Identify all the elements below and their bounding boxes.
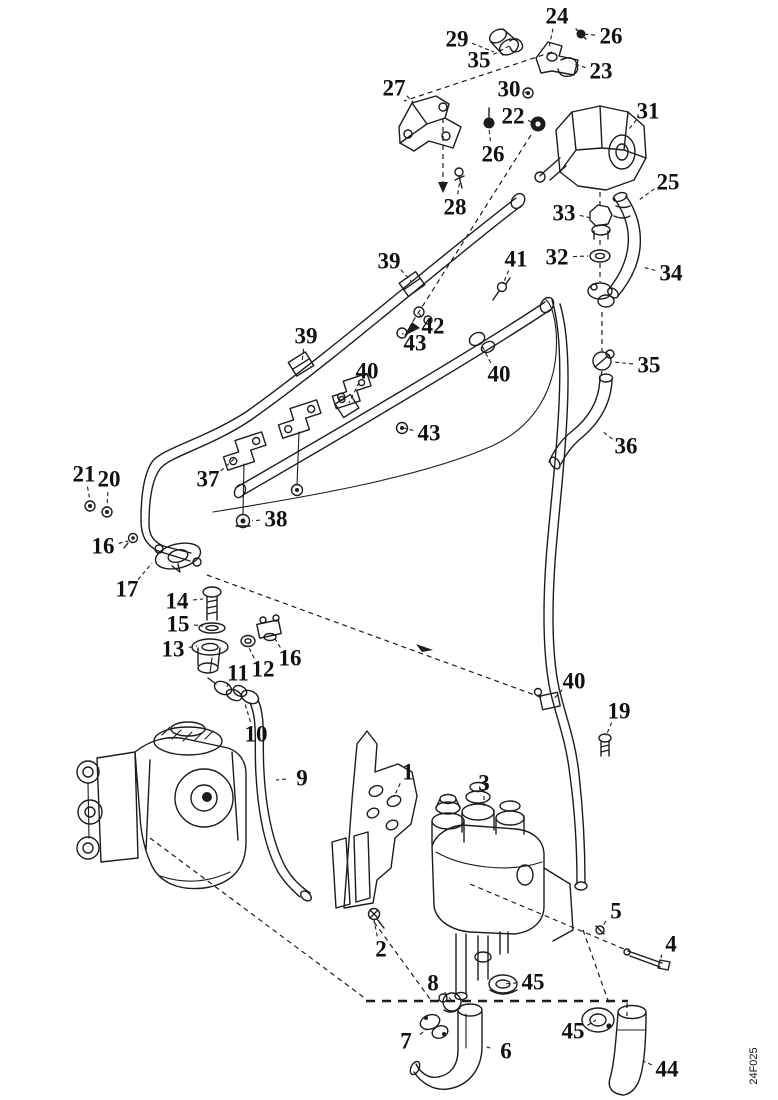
- callout-26: 26: [599, 23, 623, 49]
- callout-leader-6: [484, 1046, 490, 1048]
- hanger-bolt-38b: [292, 485, 303, 496]
- callout-30: 30: [497, 76, 521, 102]
- grommet-22: [531, 117, 546, 132]
- tube-clamp-39a: [399, 272, 425, 297]
- callout-19: 19: [607, 698, 631, 724]
- callout-34: 34: [659, 260, 683, 286]
- nut-30: [523, 88, 533, 98]
- callout-leader-32: [573, 256, 588, 257]
- callout-leader-39: [302, 349, 304, 362]
- hose-clamp-40c: [535, 689, 561, 710]
- arrowhead-down: [438, 182, 448, 193]
- long-hose-40: [535, 300, 588, 890]
- fitting-16b: [257, 615, 281, 641]
- callout-16: 16: [91, 533, 115, 559]
- callout-21: 21: [72, 461, 96, 487]
- callout-8: 8: [427, 970, 439, 996]
- callout-leader-38: [252, 520, 260, 521]
- callout-39: 39: [377, 248, 401, 274]
- callout-9: 9: [296, 765, 308, 791]
- callout-leader-45: [503, 983, 517, 984]
- fitting-29: [487, 26, 521, 58]
- callout-17: 17: [115, 576, 139, 602]
- callout-37: 37: [196, 466, 220, 492]
- screw-26b: [484, 108, 495, 129]
- callout-35: 35: [637, 352, 661, 378]
- callout-5: 5: [610, 898, 622, 924]
- callout-27: 27: [382, 75, 406, 101]
- callout-3: 3: [478, 770, 490, 796]
- pump-shaft-end: [535, 172, 545, 182]
- bolt-41: [493, 278, 510, 300]
- callout-42: 42: [421, 313, 445, 339]
- hanger-bolt-38: [236, 515, 250, 528]
- callout-leader-24: [549, 29, 553, 47]
- callout-26: 26: [481, 141, 505, 167]
- bracket-27: [399, 96, 461, 151]
- callout-12: 12: [251, 656, 275, 682]
- callout-leader-23: [572, 63, 586, 68]
- screw-5: [596, 926, 604, 934]
- callout-20: 20: [97, 466, 121, 492]
- valve-assembly-3: [432, 783, 604, 1000]
- hose-25-34: [606, 191, 641, 300]
- callout-40: 40: [487, 361, 511, 387]
- callout-10: 10: [244, 721, 268, 747]
- nut-32: [590, 250, 610, 262]
- callout-11: 11: [227, 660, 249, 686]
- callout-leader-35: [613, 362, 633, 364]
- callout-leader-27: [407, 96, 414, 103]
- callout-45: 45: [561, 1018, 585, 1044]
- callout-leader-9: [276, 779, 286, 780]
- callout-36: 36: [614, 433, 638, 459]
- callout-leader-10: [245, 704, 250, 722]
- callout-leader-43: [404, 428, 413, 430]
- pump-assembly-31: [535, 106, 646, 190]
- washers-21-20: [85, 501, 112, 517]
- callout-31: 31: [636, 98, 660, 124]
- callout-7: 7: [400, 1028, 412, 1054]
- bolt-4: [624, 949, 670, 970]
- callout-leader-36: [602, 431, 612, 439]
- callout-leader-35: [493, 45, 511, 54]
- clamp-35b: [593, 350, 614, 370]
- callout-44: 44: [655, 1056, 679, 1082]
- callout-32: 32: [545, 244, 569, 270]
- callout-leader-2: [374, 920, 377, 936]
- return-pipe-9-10: [232, 684, 314, 903]
- callout-35: 35: [467, 47, 491, 73]
- callout-33: 33: [552, 200, 576, 226]
- figure-code: 24F025: [748, 1047, 760, 1085]
- callout-43: 43: [417, 420, 441, 446]
- callout-leader-7: [420, 1029, 427, 1035]
- callout-40: 40: [355, 358, 379, 384]
- ring-45a: [489, 975, 517, 994]
- valve-port: [517, 865, 533, 885]
- bolt-14: [203, 587, 221, 620]
- callout-6: 6: [500, 1038, 512, 1064]
- callout-leader-13: [189, 646, 197, 647]
- washer-12: [241, 636, 255, 647]
- ring-45b: [582, 1008, 614, 1032]
- bottom-hardware: [408, 734, 670, 1095]
- callout-leader-14: [193, 599, 203, 600]
- callout-16: 16: [278, 645, 302, 671]
- construction-lines: [150, 52, 628, 1016]
- callout-43: 43: [403, 330, 427, 356]
- washer-43b-center: [400, 426, 404, 430]
- callout-leader-16: [119, 541, 128, 543]
- callout-2: 2: [375, 936, 387, 962]
- sweep-curve: [213, 300, 556, 512]
- callout-38: 38: [264, 506, 288, 532]
- callout-leader-4: [661, 955, 662, 958]
- callout-4: 4: [665, 931, 677, 957]
- callout-25: 25: [656, 169, 680, 195]
- steering-gear: [77, 722, 246, 889]
- callout-14: 14: [165, 588, 189, 614]
- fitting-10: [232, 684, 261, 707]
- flange-13: [192, 639, 228, 673]
- washer-15: [199, 623, 225, 633]
- valve-outlet-tubes: [455, 932, 508, 1000]
- callout-leader-25: [639, 189, 654, 200]
- callout-15: 15: [166, 611, 190, 637]
- callout-23: 23: [589, 58, 613, 84]
- callout-45: 45: [521, 969, 545, 995]
- callout-leader-31: [629, 120, 636, 129]
- hose-44: [609, 1006, 646, 1096]
- callout-40: 40: [562, 668, 586, 694]
- callout-leader-21: [87, 487, 90, 501]
- valve-flange: [544, 868, 573, 941]
- bolt-19: [599, 734, 611, 756]
- hose-6: [408, 1004, 482, 1089]
- callout-1: 1: [402, 759, 414, 785]
- callout-leader-30: [525, 92, 526, 93]
- callout-leader-26: [489, 129, 490, 141]
- elbow-fitting-33: [590, 205, 612, 239]
- arrowhead-mid: [416, 644, 433, 652]
- callout-24: 24: [545, 3, 569, 29]
- bracket-37b: [275, 400, 325, 438]
- callout-13: 13: [161, 636, 185, 662]
- callout-22: 22: [501, 103, 525, 129]
- coupler-7: [418, 1012, 449, 1040]
- callout-leader-17: [138, 563, 152, 580]
- tube-end-fitting-40b: [467, 330, 496, 355]
- callout-leader-34: [642, 267, 655, 270]
- clamp-16a: [124, 534, 138, 549]
- callout-29: 29: [445, 26, 469, 52]
- callout-28: 28: [443, 194, 467, 220]
- callout-39: 39: [294, 323, 318, 349]
- callout-41: 41: [504, 246, 528, 272]
- callout-leader-44: [643, 1061, 652, 1065]
- callout-leader-20: [107, 492, 108, 507]
